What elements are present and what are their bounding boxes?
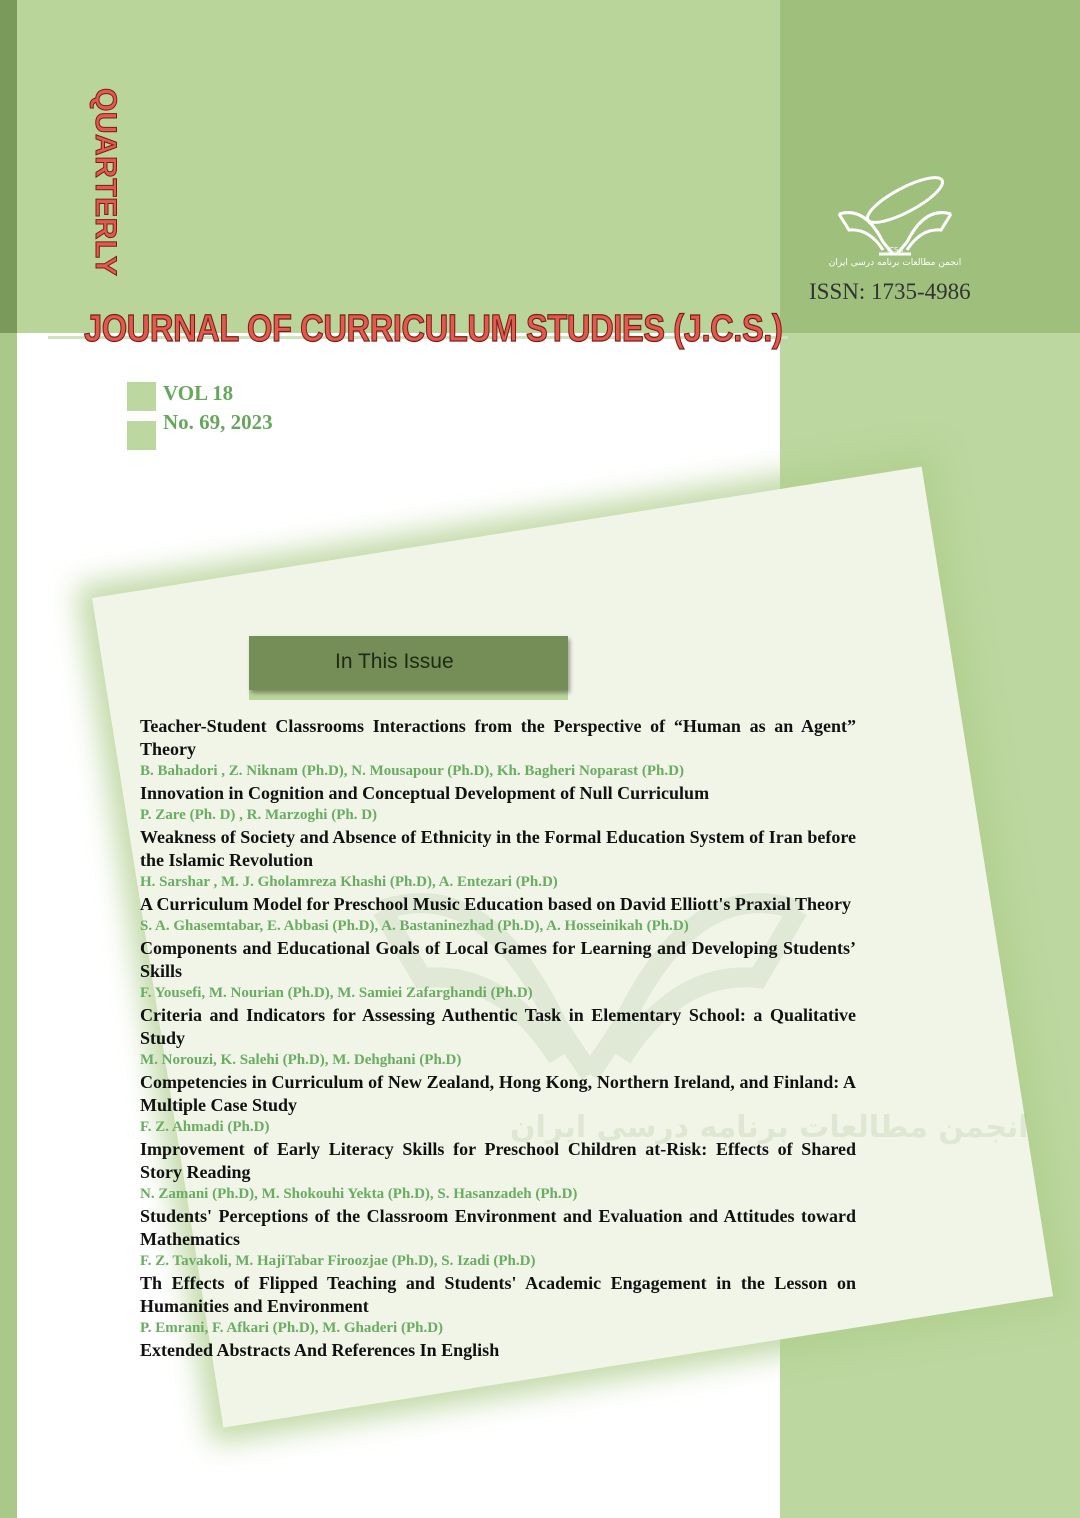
article-authors: F. Yousefi, M. Nourian (Ph.D), M. Samiei Zafarghandi (Ph.D) [140, 985, 533, 1001]
article-authors: F. Z. Tavakoli, M. HajiTabar Firoozjae (Ph.D), S. Izadi (Ph.D) [140, 1253, 536, 1269]
article-title[interactable]: Improvement of Early Literacy Skills for Preschool Children at-Risk: Effects of Shared Story Reading [140, 1139, 856, 1182]
article-authors: H. Sarshar , M. J. Gholamreza Khashi (Ph.D), A. Entezari (Ph.D) [140, 874, 558, 890]
article-authors: B. Bahadori , Z. Niknam (Ph.D), N. Mousapour (Ph.D), Kh. Bagheri Noparast (Ph.D) [140, 763, 684, 779]
article-authors: P. Emrani, F. Afkari (Ph.D), M. Ghaderi (Ph.D) [140, 1320, 444, 1336]
article-title[interactable]: Teacher-Student Classrooms Interactions from the Perspective of “Human as an Agent” Theory [140, 716, 856, 759]
watermark-text: انجمن مطالعات برنامه درسی ایران [510, 1110, 1029, 1145]
article-entry [140, 782, 856, 826]
in-this-issue-label: In This Issue [335, 650, 454, 673]
left-green-stripe [0, 333, 17, 1518]
journal-title: JOURNAL OF CURRICULUM STUDIES (J.C.S.) [84, 308, 783, 350]
article-authors: F. Z. Ahmadi (Ph.D) [140, 1119, 270, 1135]
article-entry [140, 715, 856, 782]
article-entry [140, 1272, 856, 1339]
article-entry [140, 1339, 856, 1362]
number-square-icon [127, 421, 156, 450]
article-entry [140, 1071, 856, 1138]
article-authors: N. Zamani (Ph.D), M. Shokouhi Yekta (Ph.D), S. Hasanzadeh (Ph.D) [140, 1186, 578, 1202]
article-title[interactable]: Students' Perceptions of the Classroom Environment and Evaluation and Attitudes toward Mathematics [140, 1206, 856, 1249]
left-dark-stripe [0, 0, 17, 333]
article-authors: M. Norouzi, K. Salehi (Ph.D), M. Dehghani (Ph.D) [140, 1052, 462, 1068]
in-this-issue-tab [249, 636, 568, 690]
article-title[interactable]: Th Effects of Flipped Teaching and Students' Academic Engagement in the Lesson on Humanities and Environment [140, 1273, 856, 1316]
quarterly-text: QUARTERLY [89, 88, 122, 277]
article-title[interactable]: Components and Educational Goals of Local Games for Learning and Developing Students’ Skills [140, 938, 856, 981]
volume-label: VOL 18 [163, 381, 234, 405]
quarterly-label [88, 88, 122, 293]
svg-text:ICSA: ICSA [887, 246, 904, 254]
article-title[interactable]: Competencies in Curriculum of New Zealand, Hong Kong, Northern Ireland, and Finland: A Multiple Case Study [140, 1072, 856, 1115]
article-authors: S. A. Ghasemtabar, E. Abbasi (Ph.D), A. Bastaninezhad (Ph.D), A. Hosseinikah (Ph.D) [140, 918, 689, 934]
article-entry [140, 1004, 856, 1071]
article-entry [140, 826, 856, 893]
article-entry [140, 937, 856, 1004]
article-entry [140, 1138, 856, 1205]
logo-caption: انجمن مطالعات برنامه درسی ایران [828, 258, 962, 268]
article-title[interactable]: Criteria and Indicators for Assessing Authentic Task in Elementary School: a Qualitative Study [140, 1005, 856, 1048]
article-entry [140, 1205, 856, 1272]
issn: ISSN: 1735-4986 [809, 279, 971, 304]
volume-square-icon [127, 382, 156, 411]
article-authors: P. Zare (Ph. D) , R. Marzoghi (Ph. D) [140, 807, 378, 823]
tab-underline [249, 690, 568, 700]
issue-number-label: No. 69, 2023 [163, 410, 273, 434]
article-title[interactable]: A Curriculum Model for Preschool Music Education based on David Elliott's Praxial Theory [140, 894, 852, 914]
article-title[interactable]: Weakness of Society and Absence of Ethnicity in the Formal Education System of Iran before the Islamic Revolution [140, 827, 856, 870]
article-entry [140, 893, 856, 937]
article-title[interactable]: Innovation in Cognition and Conceptual Development of Null Curriculum [140, 783, 710, 803]
icsa-logo-icon [835, 172, 955, 272]
article-title[interactable]: Extended Abstracts And References In English [140, 1340, 500, 1360]
table-of-contents [140, 715, 856, 1362]
